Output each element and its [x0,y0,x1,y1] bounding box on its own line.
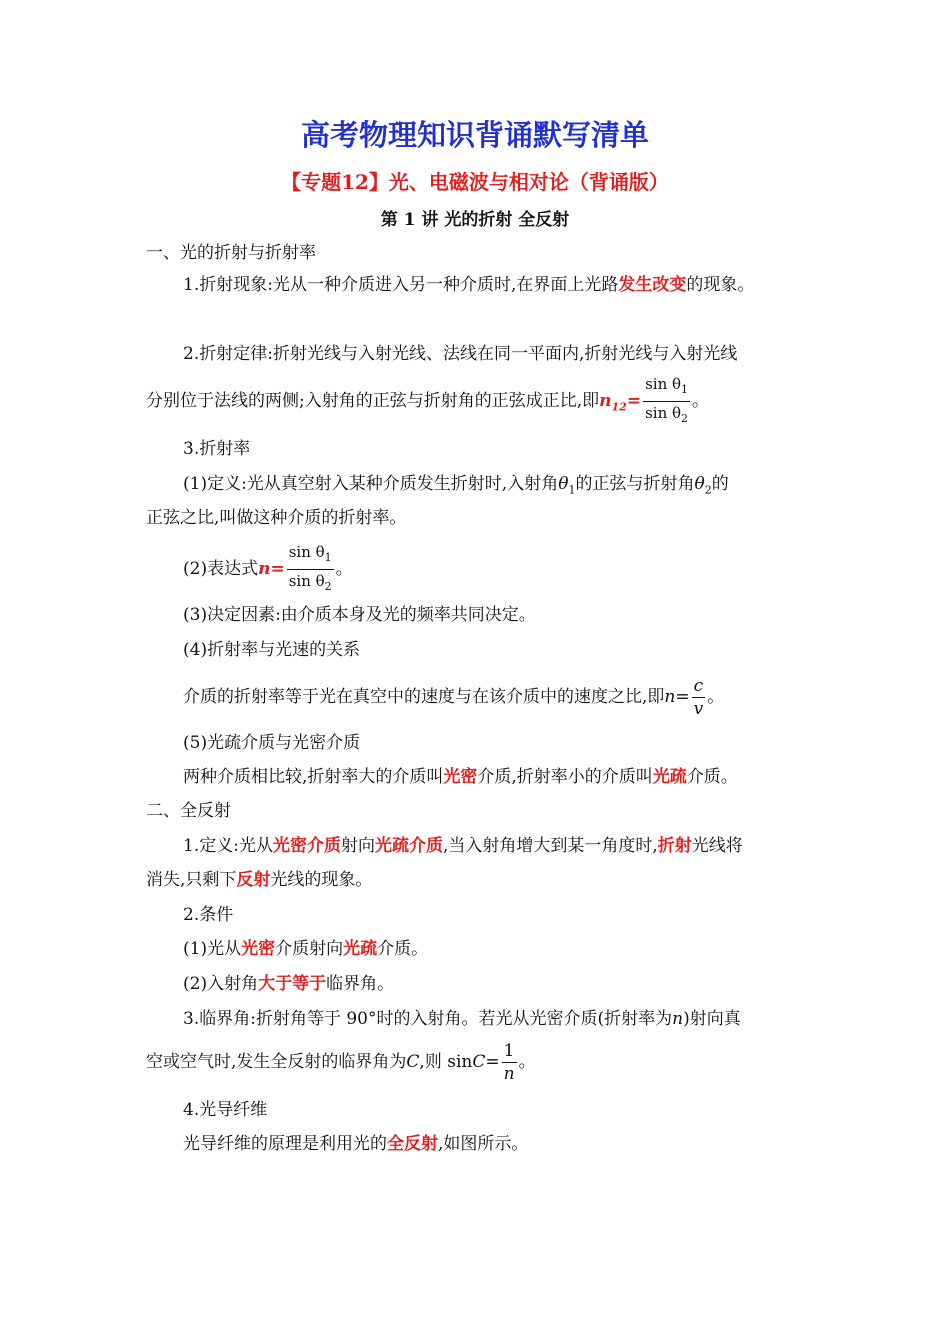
paragraph-condition-2 [183,972,394,996]
paragraph-sparse-dense-heading: (5)光疏介质与光密介质 [183,733,361,753]
section-heading-total-reflection: 二、全反射 [146,801,231,821]
paragraph-tir-definition-line1 [183,834,743,858]
section-heading-refraction: 一、光的折射与折射率 [146,243,316,263]
text: 1.定义:光从 [183,836,273,856]
formula-n: n= [258,559,285,579]
lecture-title: 第 1 讲 光的折射 全反射 [380,210,570,230]
formula-subscript: 12 [611,400,627,414]
text: 。 [335,559,353,579]
symbol-n: n [664,687,676,707]
text: 介质的折射率等于光在真空中的速度与在该介质中的速度之比,即 [183,687,665,707]
paragraph-definition-line2: 正弦之比,叫做这种介质的折射率。 [146,508,407,528]
fraction-sin-ratio [643,373,690,430]
text: 介质。 [686,767,738,787]
text: 射向 [340,836,375,856]
text: (1)光从 [183,939,242,959]
subscript: 2 [681,412,689,425]
topic-subtitle: 【专题12】光、电磁波与相对论（背诵版） [281,170,669,194]
paragraph-deciding-factor: (3)决定因素:由介质本身及光的频率共同决定。 [183,605,536,625]
highlight: 光密 [241,939,276,959]
highlight: 光疏介质 [374,836,443,856]
highlight: 大于等于 [258,974,327,994]
text: 介质射向 [275,939,344,959]
subscript: 1 [681,383,689,396]
denominator: v [693,699,704,719]
symbol-theta: θ [694,474,705,494]
text: 的 [711,474,729,494]
text: (2)入射角 [183,974,259,994]
text: )射向真 [683,1009,741,1029]
paragraph-conditions-heading: 2.条件 [183,905,234,925]
text: 光线的现象。 [270,870,373,890]
symbol-C: C [472,1052,486,1072]
paragraph-refraction-law-line2 [146,373,709,430]
highlight: 光密 [443,767,478,787]
paragraph-index-speed [183,675,724,720]
paragraph-critical-angle-line1 [183,1007,741,1031]
text: 光线将 [691,836,743,856]
symbol-n: n [672,1009,684,1029]
paragraph-refractive-index-heading: 3.折射率 [183,439,251,459]
symbol-theta: θ [558,474,569,494]
formula-equals: = [626,391,642,411]
paragraph-refraction-phenomenon [183,273,754,297]
paragraph-tir-definition-line2 [146,868,372,892]
numerator: sin θ [288,543,325,561]
text: (2)表达式 [183,559,259,579]
paragraph-fiber [183,1132,528,1156]
denominator: sin θ [288,572,325,590]
denominator: sin θ [645,404,682,422]
text: 消失,只剩下 [146,870,237,890]
paragraph-refraction-law-line1: 2.折射定律:折射光线与入射光线、法线在同一平面内,折射光线与入射光线 [183,344,738,364]
text: 光导纤维的原理是利用光的 [183,1134,387,1154]
formula-equals: = [675,687,690,707]
formula-n12 [599,391,642,414]
subscript: 2 [704,483,712,497]
paragraph-sparse-dense [183,765,738,789]
text: ,如图所示。 [438,1134,529,1154]
text: 。 [707,687,725,707]
symbol-C: C [406,1052,420,1072]
text: ,则 sin [419,1052,473,1072]
text: 1.折射现象:光从一种介质进入另一种介质时,在界面上光路 [183,275,619,295]
fraction-sin-ratio [287,541,334,598]
text: (1)定义:光从真空射入某种介质发生折射时,入射角 [183,474,559,494]
subscript: 1 [568,483,576,497]
fraction-c-over-v [692,675,706,720]
denominator: n [503,1064,515,1084]
highlight: 光密介质 [272,836,341,856]
text: 。 [518,1052,536,1072]
text: 介质。 [377,939,429,959]
text: 。 [692,391,710,411]
highlight: 发生改变 [618,275,687,295]
paragraph-definition-line1 [183,472,729,502]
text: 的正弦与折射角 [575,474,695,494]
numerator: sin θ [645,375,682,393]
numerator: c [692,675,706,698]
paragraph-critical-angle-line2 [146,1040,536,1085]
text: 临界角。 [326,974,395,994]
page-title: 高考物理知识背诵默写清单 [300,118,649,152]
paragraph-fiber-heading: 4.光导纤维 [183,1100,268,1120]
highlight: 折射 [657,836,692,856]
subscript: 2 [324,580,332,593]
subscript: 1 [324,551,332,564]
text: 两种介质相比较,折射率大的介质叫 [183,767,444,787]
formula-equals: = [485,1052,500,1072]
text: 介质,折射率小的介质叫 [477,767,653,787]
paragraph-condition-1 [183,937,428,961]
formula-symbol: n [599,391,612,411]
paragraph-index-speed-heading: (4)折射率与光速的关系 [183,640,361,660]
paragraph-expression [183,541,353,598]
highlight: 光疏 [652,767,687,787]
text: 3.临界角:折射角等于 90°时的入射角。若光从光密介质(折射率为 [183,1009,673,1029]
highlight: 光疏 [343,939,378,959]
highlight: 反射 [236,870,271,890]
text: 分别位于法线的两侧;入射角的正弦与折射角的正弦成正比,即 [146,391,600,411]
highlight: 全反射 [387,1134,438,1154]
numerator: 1 [502,1040,517,1063]
text: 的现象。 [686,275,755,295]
fraction-1-over-n [502,1040,517,1085]
text: ,当入射角增大到某一角度时, [442,836,658,856]
text: 空或空气时,发生全反射的临界角为 [146,1052,407,1072]
